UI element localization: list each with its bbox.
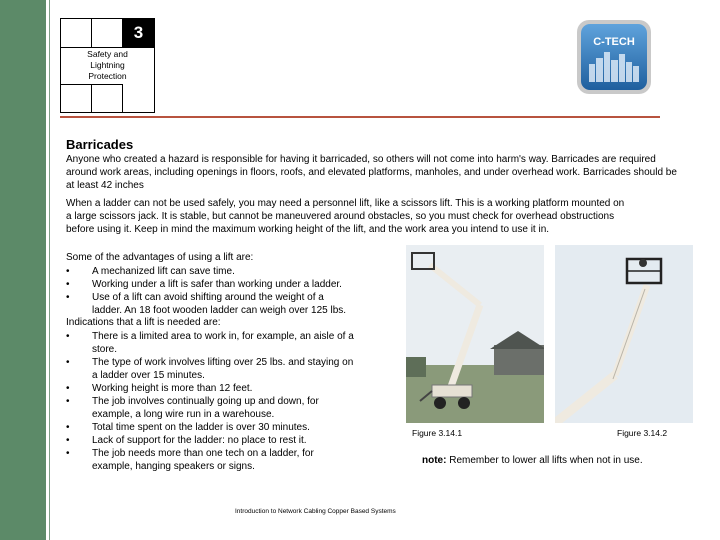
header-rule (60, 116, 660, 118)
chapter-box-top-row (61, 19, 154, 48)
note (422, 455, 643, 466)
chapter-box-cell (61, 85, 92, 113)
list-item: • Lack of support for the ladder: no place to rest it. (66, 434, 356, 447)
chapter-label (61, 49, 154, 82)
indications-list (66, 330, 356, 473)
section-title: Barricades (66, 137, 134, 152)
chapter-box-bottom-row (61, 84, 123, 113)
indications-heading: Indications that a lift is needed are: (66, 317, 221, 328)
figure-caption-2: Figure 3.14.2 (617, 428, 668, 438)
chapter-label-line: Lightning (90, 60, 125, 70)
list-item: • Working under a lift is safer than working under a ladder. (66, 278, 356, 291)
list-item: • Total time spent on the ladder is over 30 minutes. (66, 421, 356, 434)
barricades-paragraph: Anyone who created a hazard is responsible for having it barricaded, so others will not come into harm's way. Barricades are required around work areas, including openings in floors, roofs, and elevated platforms, manholes, and under overhead work. Barricades should be at least 42 inches (66, 154, 677, 191)
lift-photo-2 (555, 245, 693, 423)
chapter-label-line: Protection (88, 71, 127, 81)
list-item: • There is a limited area to work in, for example, an aisle of a store. (66, 330, 356, 356)
list-item: • Use of a lift can avoid shifting around the weight of a ladder. An 18 foot wooden ladder can weigh over 125 lbs. (66, 291, 356, 317)
list-item: • The job needs more than one tech on a ladder, for example, hanging speakers or signs. (66, 447, 356, 473)
advantages-list (66, 265, 356, 317)
chapter-label-line: Safety and (87, 49, 128, 59)
chapter-box-cell (61, 19, 92, 47)
figure-caption-1: Figure 3.14.1 (412, 428, 463, 438)
list-item: • The type of work involves lifting over 25 lbs. and staying on a ladder over 15 minutes. (66, 356, 356, 382)
lift-photo-1 (406, 245, 544, 423)
chapter-number: 3 (123, 19, 154, 47)
list-item: • A mechanized lift can save time. (66, 265, 356, 278)
page-footer: Introduction to Network Cabling Copper Based Systems (235, 508, 396, 515)
note-label: note: (422, 455, 447, 466)
sidebar-divider (49, 0, 50, 540)
list-item: • The job involves continually going up and down, for example, a long wire run in a warehouse. (66, 395, 356, 421)
chapter-box (60, 18, 155, 113)
note-text: Remember to lower all lifts when not in use. (446, 455, 643, 466)
c-tech-logo (575, 18, 653, 96)
chapter-box-cell (92, 85, 123, 113)
left-sidebar-band (0, 0, 46, 540)
list-item: • Working height is more than 12 feet. (66, 382, 356, 395)
advantages-heading: Some of the advantages of using a lift are: (66, 252, 254, 263)
logo-text: C-TECH (593, 36, 635, 48)
lift-paragraph: When a ladder can not be used safely, you may need a personnel lift, like a scissors lift. This is a working platform mounted on a large scissors jack. It is stable, but cannot be maneuvered around obstacles, so you must check for overhead obstructions before using it. Keep in mind the maximum working height of the lift, and the work area you intend to use it in. (66, 198, 625, 235)
chapter-box-cell (92, 19, 123, 47)
